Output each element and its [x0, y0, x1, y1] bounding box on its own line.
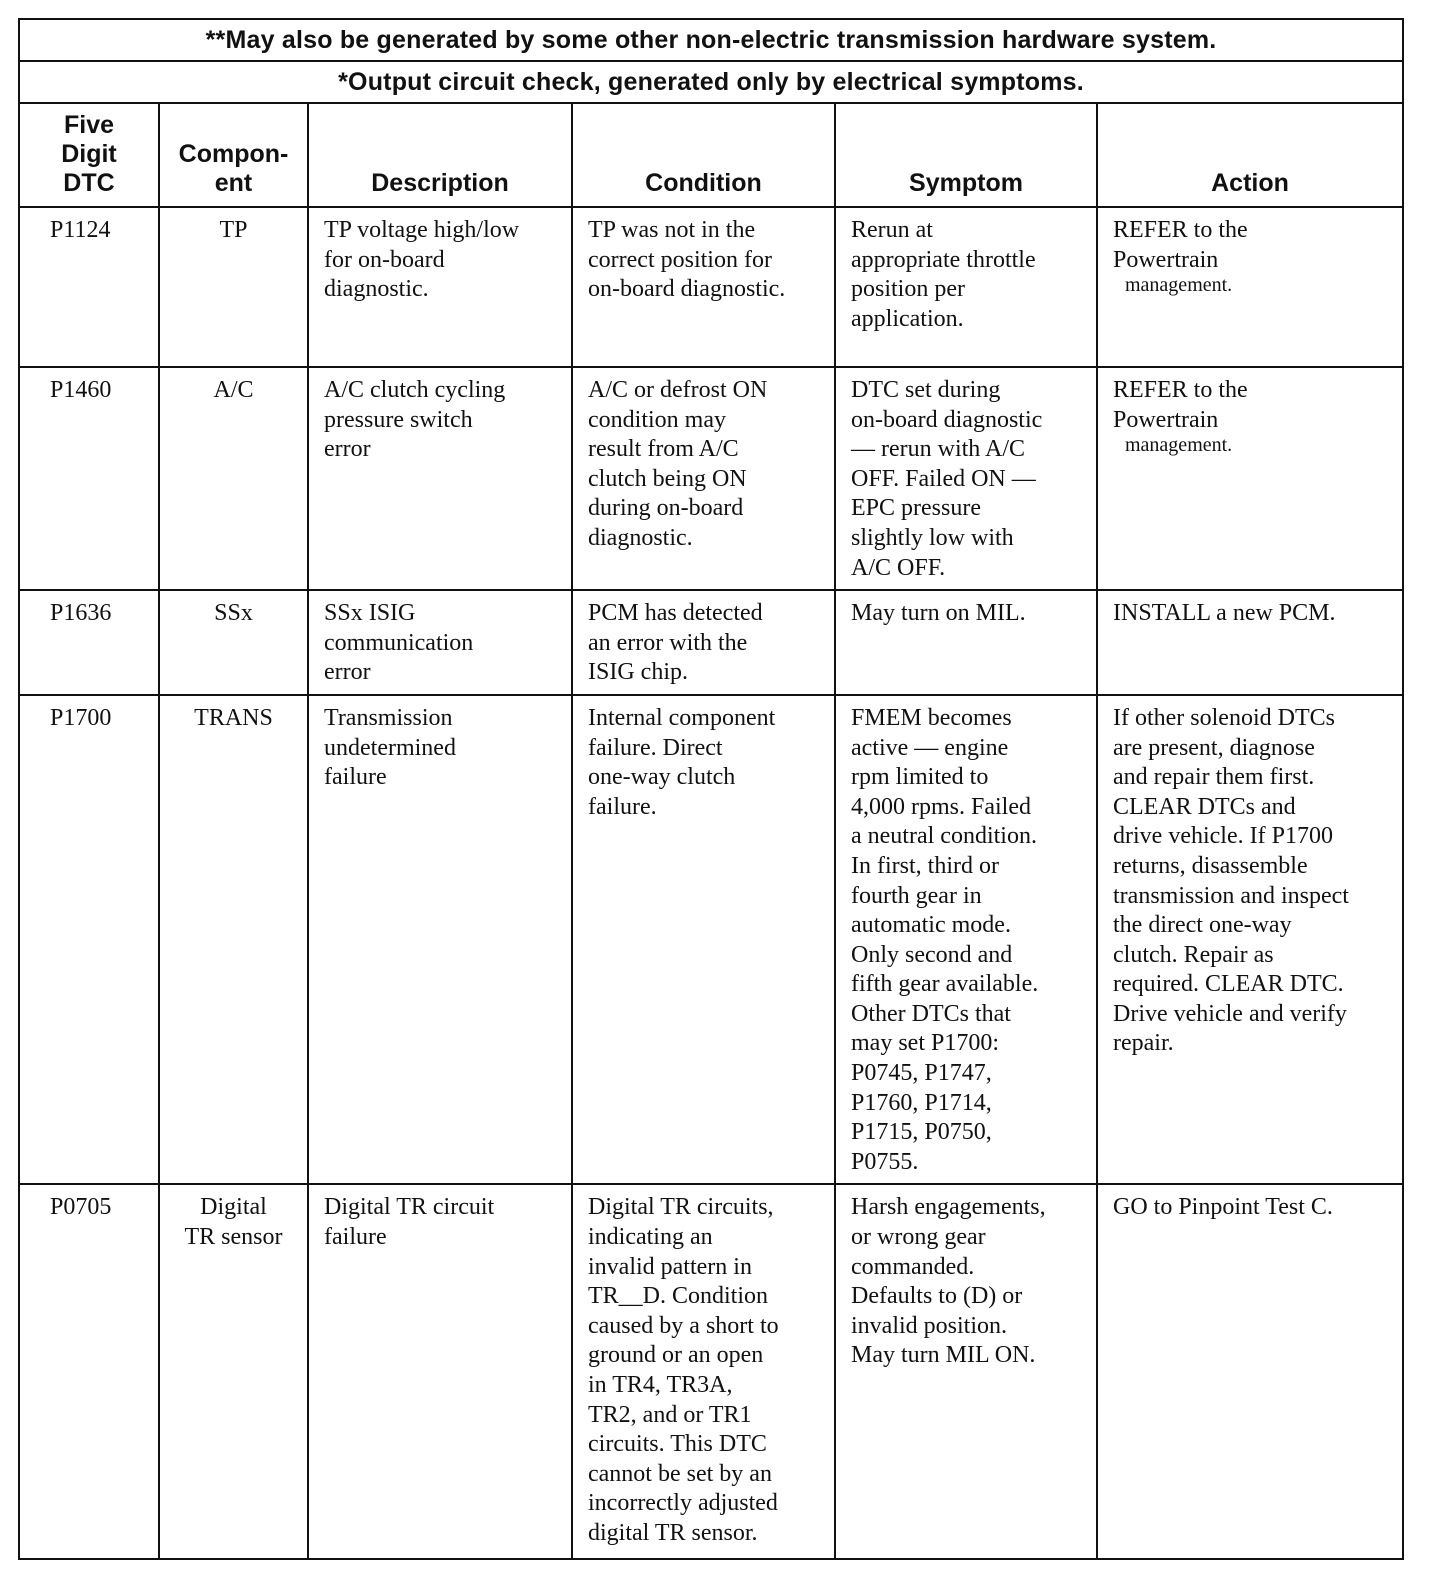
dtc-table: [18, 18, 1404, 1560]
dtc-code: P1636: [19, 590, 159, 695]
table-row: [19, 367, 1403, 590]
description: Digital TR circuit failure: [308, 1184, 572, 1559]
component: TP: [159, 207, 308, 367]
note-nonelectric: **May also be generated by some other non-electric transmission hardware system.: [19, 19, 1403, 61]
description: A/C clutch cycling pressure switch error: [308, 367, 572, 590]
header-condition: Condition: [572, 103, 835, 207]
header-description: Description: [308, 103, 572, 207]
header-component: Compon- ent: [159, 103, 308, 207]
header-dtc: Five Digit DTC: [19, 103, 159, 207]
action: [1097, 207, 1403, 367]
description: Transmission undetermined failure: [308, 695, 572, 1185]
action: If other solenoid DTCs are present, diagnose and repair them first. CLEAR DTCs and drive vehicle. If P1700 returns, disassemble transmission and inspect the direct one-way clutch. Repair as required. CLEAR DTC. Drive vehicle and verify repair.: [1097, 695, 1403, 1185]
action-note: management.: [1125, 434, 1233, 457]
dtc-code: P0705: [19, 1184, 159, 1559]
symptom: FMEM becomes active — engine rpm limited to 4,000 rpms. Failed a neutral condition. In first, third or fourth gear in automatic mode. Only second and fifth gear available. Other DTCs that may set P1700: P0745, P1747, P1760, P1714, P1715, P0750, P0755.: [835, 695, 1097, 1185]
symptom: May turn on MIL.: [835, 590, 1097, 695]
header-action: Action: [1097, 103, 1403, 207]
symptom: DTC set during on-board diagnostic — rerun with A/C OFF. Failed ON — EPC pressure slightly low with A/C OFF.: [835, 367, 1097, 590]
action: INSTALL a new PCM.: [1097, 590, 1403, 695]
table-row: [19, 207, 1403, 367]
dtc-code: P1460: [19, 367, 159, 590]
table-row: [19, 695, 1403, 1185]
condition: A/C or defrost ON condition may result from A/C clutch being ON during on-board diagnostic.: [572, 367, 835, 590]
dtc-code: P1124: [19, 207, 159, 367]
component: TRANS: [159, 695, 308, 1185]
component: SSx: [159, 590, 308, 695]
symptom: Rerun at appropriate throttle position per application.: [835, 207, 1097, 367]
component: Digital TR sensor: [159, 1184, 308, 1559]
condition: PCM has detected an error with the ISIG chip.: [572, 590, 835, 695]
note-output-circuit: *Output circuit check, generated only by electrical symptoms.: [19, 61, 1403, 103]
description: SSx ISIG communication error: [308, 590, 572, 695]
table-row: [19, 590, 1403, 695]
action-text: REFER to the Powertrain: [1113, 217, 1248, 273]
table-row: [19, 1184, 1403, 1559]
condition: Internal component failure. Direct one-way clutch failure.: [572, 695, 835, 1185]
action: GO to Pinpoint Test C.: [1097, 1184, 1403, 1559]
header-symptom: Symptom: [835, 103, 1097, 207]
header-row: [19, 103, 1403, 207]
action: [1097, 367, 1403, 590]
component: A/C: [159, 367, 308, 590]
condition: TP was not in the correct position for on-board diagnostic.: [572, 207, 835, 367]
description: TP voltage high/low for on-board diagnostic.: [308, 207, 572, 367]
action-note: management.: [1125, 274, 1233, 297]
action-text: REFER to the Powertrain: [1113, 377, 1248, 433]
dtc-code: P1700: [19, 695, 159, 1185]
symptom: Harsh engagements, or wrong gear commanded. Defaults to (D) or invalid position. May turn MIL ON.: [835, 1184, 1097, 1559]
condition: Digital TR circuits, indicating an invalid pattern in TR__D. Condition caused by a short to ground or an open in TR4, TR3A, TR2, and or TR1 circuits. This DTC cannot be set by an incorrectly adjusted digital TR sensor.: [572, 1184, 835, 1559]
